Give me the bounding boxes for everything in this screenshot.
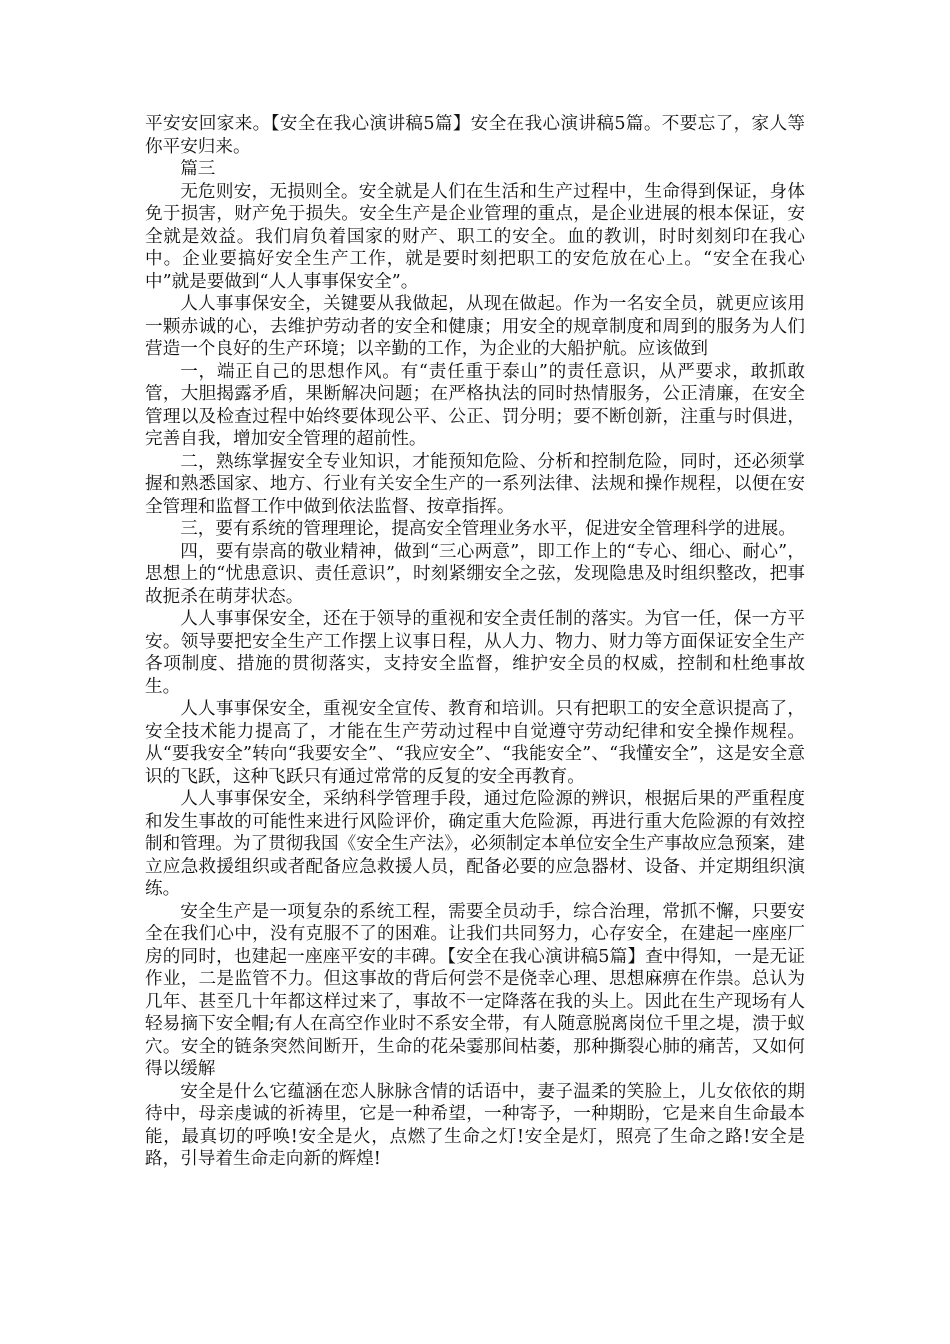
paragraph-10: 人人事事保安全，重视安全宣传、教育和培训。只有把职工的安全意识提高了，安全技术能力提高了，才能在生产劳动过程中自觉遵守劳动纪律和安全操作规程。从“要我安全”转向“我要安全”、“我应安全”、“我能安全”、“我懂安全”，这是安全意识的飞跃，这种飞跃只有通过常常的反复的安全再教育。	[145, 699, 805, 787]
paragraph-3: 无危则安，无损则全。安全就是人们在生活和生产过程中，生命得到保证，身体免于损害，财产免于损失。安全生产是企业管理的重点，是企业进展的根本保证，安全就是效益。我们肩负着国家的财产、职工的安全。血的教训，时时刻刻印在我心中。企业要搞好安全生产工作，就是要时刻把职工的安危放在心上。“安全在我心中”就是要做到“人人事事保安全”。	[145, 181, 805, 292]
section-heading: 篇三	[180, 159, 216, 179]
paragraph-8: 四，要有崇高的敬业精神，做到“三心两意”，即工作上的“专心、细心、耐心”，思想上的“忧患意识、责任意识”，时刻紧绷安全之弦，发现隐患及时组织整改，把事故扼杀在萌芽状态。	[145, 541, 805, 607]
paragraph-12: 安全生产是一项复杂的系统工程，需要全员动手，综合治理，常抓不懈，只要安全在我们心中，没有克服不了的困难。让我们共同努力，心存安全，在建起一座座厂房的同时，也建起一座座平安的丰碑。【安全在我心演讲稿5篇】查中得知，一是无证作业，二是监管不力。但这事故的背后何尝不是侥幸心理、思想麻痹在作祟。总认为几年、甚至几十年都这样过来了，事故不一定降落在我的头上。因此在生产现场有人轻易摘下安全帽;有人在高空作业时不系安全带，有人随意脱离岗位千里之堤，溃于蚁穴。安全的链条突然间断开，生命的花朵霎那间枯萎，那种撕裂心肺的痛苦，又如何得以缓解	[145, 901, 805, 1079]
paragraph-6: 二，熟练掌握安全专业知识，才能预知危险、分析和控制危险，同时，还必须掌握和熟悉国家、地方、行业有关安全生产的一系列法律、法规和操作规程，以便在安全管理和监督工作中做到依法监督、按章指挥。	[145, 451, 805, 517]
paragraph-5: 一，端正自己的思想作风。有“责任重于泰山”的责任意识，从严要求，敢抓敢管，大胆揭露矛盾，果断解决问题；在严格执法的同时热情服务，公正清廉，在安全管理以及检查过程中始终要体现公平、公正、罚分明；要不断创新，注重与时俱进，完善自我，增加安全管理的超前性。	[145, 361, 805, 449]
paragraph-1: 平安安回家来。【安全在我心演讲稿5篇】安全在我心演讲稿5篇。不要忘了，家人等你平安归来。	[145, 114, 805, 157]
paragraph-11: 人人事事保安全，采纳科学管理手段，通过危险源的辨识，根据后果的严重程度和发生事故的可能性来进行风险评价，确定重大危险源，再进行重大危险源的有效控制和管理。为了贯彻我国《安全生产法》，必须制定本单位安全生产事故应急预案，建立应急救援组织或者配备应急救援人员，配备必要的应急器材、设备、并定期组织演练。	[145, 789, 805, 899]
document-body	[145, 113, 805, 1171]
paragraph-9: 人人事事保安全，还在于领导的重视和安全责任制的落实。为官一任，保一方平安。领导要把安全生产工作摆上议事日程，从人力、物力、财力等方面保证安全生产各项制度、措施的贯彻落实，支持安全监督，维护安全员的权威，控制和杜绝事故生。	[145, 609, 805, 697]
paragraph-7: 三，要有系统的管理理论，提高安全管理业务水平，促进安全管理科学的进展。	[180, 519, 796, 539]
paragraph-13: 安全是什么它蕴涵在恋人脉脉含情的话语中，妻子温柔的笑脸上，儿女依依的期待中，母亲虔诚的祈祷里，它是一种希望，一种寄予，一种期盼，它是来自生命最本能，最真切的呼唤!安全是火，点燃了生命之灯!安全是灯，照亮了生命之路!安全是路，引导着生命走向新的辉煌!	[145, 1081, 805, 1169]
paragraph-4: 人人事事保安全，关键要从我做起，从现在做起。作为一名安全员，就更应该用一颗赤诚的心，去维护劳动者的安全和健康；用安全的规章制度和周到的服务为人们营造一个良好的生产环境；以辛勤的工作，为企业的大船护航。应该做到	[145, 294, 805, 359]
